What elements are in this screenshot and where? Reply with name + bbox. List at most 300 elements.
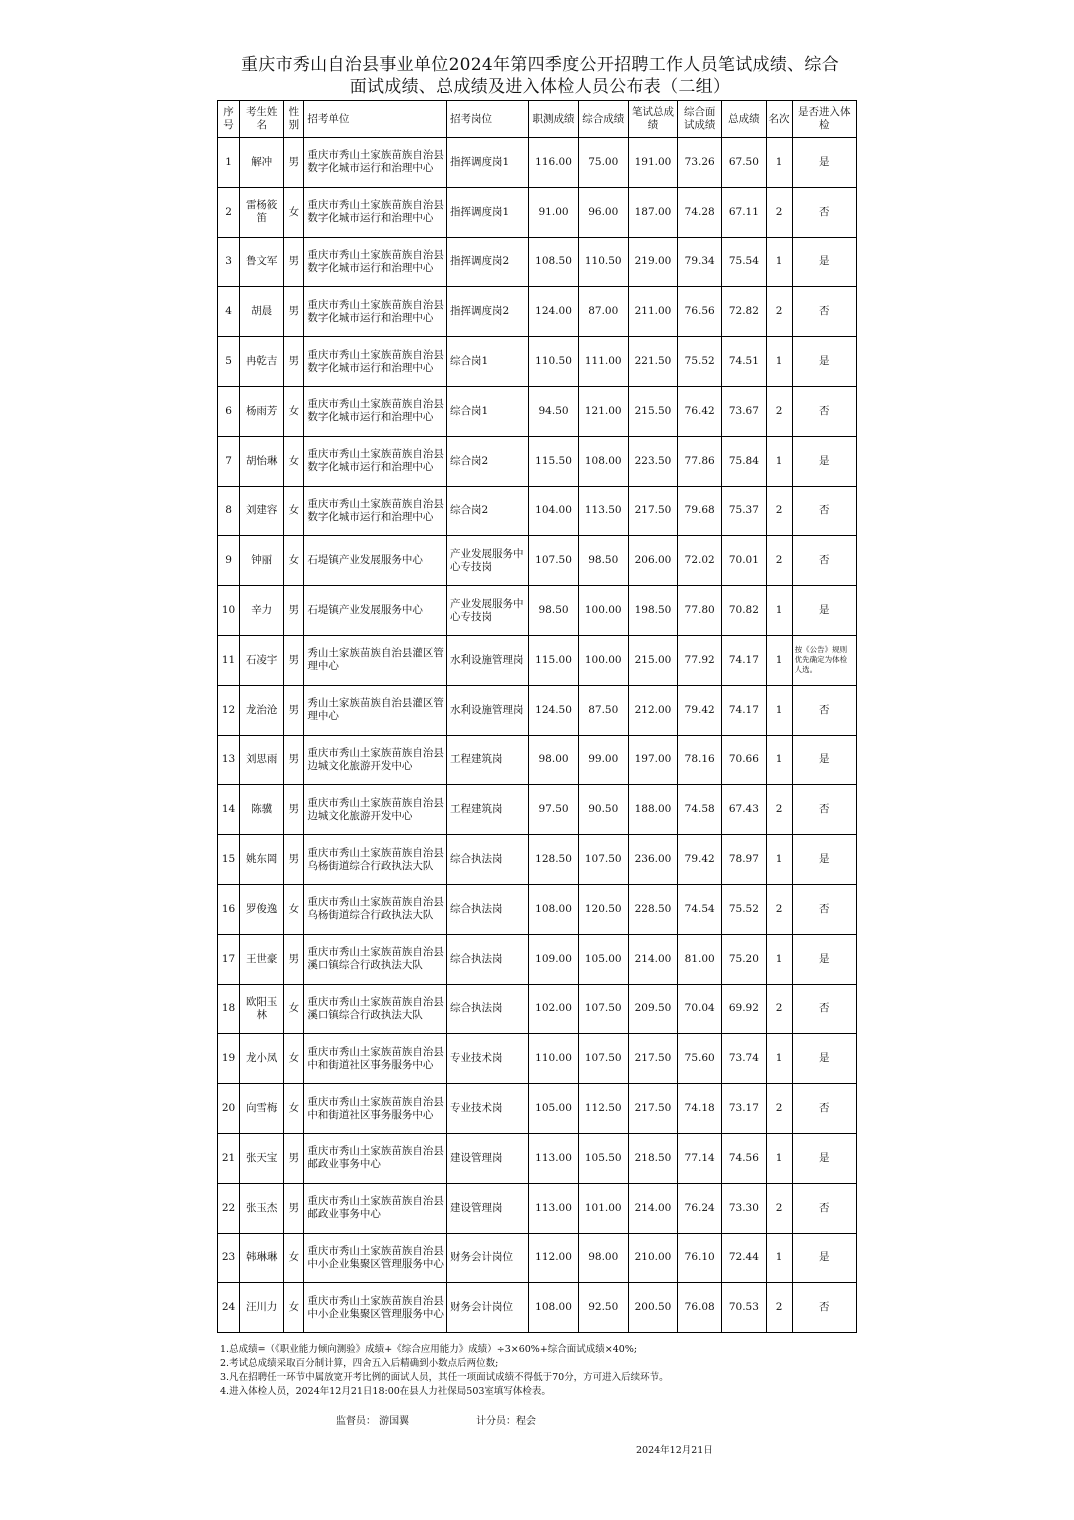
table-cell: 70.53: [722, 1283, 766, 1333]
table-cell: 100.00: [578, 586, 628, 636]
table-row: [218, 187, 857, 237]
table-row: [218, 1283, 857, 1333]
table-cell: 187.00: [628, 187, 677, 237]
table-cell: 1: [766, 1233, 792, 1283]
header-cell: 招考岗位: [447, 101, 529, 138]
table-cell: 217.50: [628, 486, 677, 536]
table-cell: 124.00: [529, 287, 578, 337]
table-cell: 张天宝: [240, 1133, 284, 1183]
header-cell: 综合成绩: [578, 101, 628, 138]
footnote: 3.凡在招聘任一环节中属放宽开考比例的面试人员，其任一项面试成绩不得低于70分，方可进入后续环节。: [220, 1372, 669, 1383]
table-cell: 产业发展服务中心专技岗: [447, 536, 529, 586]
table-cell: 水利设施管理岗: [447, 685, 529, 735]
table-cell: 重庆市秀山土家族苗族自治县乌杨街道综合行政执法大队: [304, 835, 447, 885]
table-cell: 罗俊逸: [240, 884, 284, 934]
table-row: [218, 486, 857, 536]
title-line-1: 重庆市秀山自治县事业单位2024年第四季度公开招聘工作人员笔试成绩、综合: [240, 55, 840, 75]
table-cell: 重庆市秀山土家族苗族自治县中和街道社区事务服务中心: [304, 1084, 447, 1134]
table-cell: 10: [218, 586, 240, 636]
table-cell: 108.00: [578, 436, 628, 486]
table-cell: 188.00: [628, 785, 677, 835]
table-cell: 100.00: [578, 635, 628, 685]
table-cell: 否: [792, 1283, 856, 1333]
table-cell: 4: [218, 287, 240, 337]
results-table: [217, 100, 857, 1333]
table-row: [218, 138, 857, 188]
footnote: 1.总成绩=（《职业能力倾向测验》成绩+《综合应用能力》成绩）÷3×60%+综合面试成绩×40%;: [220, 1344, 638, 1355]
header-cell: 笔试总成绩: [628, 101, 677, 138]
table-cell: 工程建筑岗: [447, 735, 529, 785]
table-cell: 76.24: [678, 1183, 722, 1233]
table-cell: 12: [218, 685, 240, 735]
table-cell: 105.00: [529, 1084, 578, 1134]
table-cell: 重庆市秀山土家族苗族自治县溪口镇综合行政执法大队: [304, 984, 447, 1034]
table-cell: 重庆市秀山土家族苗族自治县数字化城市运行和治理中心: [304, 138, 447, 188]
table-cell: 否: [792, 1084, 856, 1134]
table-cell: 是: [792, 1034, 856, 1084]
table-cell: 男: [284, 138, 304, 188]
table-cell: 113.00: [529, 1183, 578, 1233]
table-row: [218, 685, 857, 735]
table-cell: 石凌宇: [240, 635, 284, 685]
table-cell: 215.00: [628, 635, 677, 685]
table-cell: 128.50: [529, 835, 578, 885]
table-cell: 刘思雨: [240, 735, 284, 785]
table-cell: 217.50: [628, 1034, 677, 1084]
table-cell: 98.00: [578, 1233, 628, 1283]
table-cell: 财务会计岗位: [447, 1233, 529, 1283]
table-cell: 94.50: [529, 386, 578, 436]
table-cell: 2: [766, 486, 792, 536]
table-row: [218, 237, 857, 287]
table-cell: 113.50: [578, 486, 628, 536]
table-cell: 6: [218, 386, 240, 436]
table-cell: 女: [284, 536, 304, 586]
table-cell: 77.92: [678, 635, 722, 685]
table-row: [218, 635, 857, 685]
table-cell: 198.50: [628, 586, 677, 636]
table-cell: 72.44: [722, 1233, 766, 1283]
table-cell: 2: [766, 984, 792, 1034]
table-cell: 116.00: [529, 138, 578, 188]
table-cell: 74.51: [722, 337, 766, 387]
table-cell: 98.50: [529, 586, 578, 636]
table-cell: 2: [766, 785, 792, 835]
table-cell: 76.56: [678, 287, 722, 337]
table-cell: 否: [792, 1183, 856, 1233]
header-row: [218, 101, 857, 138]
table-cell: 专业技术岗: [447, 1084, 529, 1134]
table-cell: 110.50: [529, 337, 578, 387]
table-cell: 否: [792, 785, 856, 835]
table-cell: 2: [766, 536, 792, 586]
table-cell: 219.00: [628, 237, 677, 287]
table-cell: 解冲: [240, 138, 284, 188]
table-cell: 男: [284, 835, 304, 885]
table-cell: 综合执法岗: [447, 934, 529, 984]
table-cell: 101.00: [578, 1183, 628, 1233]
table-cell: 70.01: [722, 536, 766, 586]
table-cell: 2: [218, 187, 240, 237]
table-cell: 223.50: [628, 436, 677, 486]
header-cell: 总成绩: [722, 101, 766, 138]
table-cell: 石堤镇产业发展服务中心: [304, 536, 447, 586]
table-cell: 辛力: [240, 586, 284, 636]
table-cell: 19: [218, 1034, 240, 1084]
table-cell: 1: [766, 436, 792, 486]
table-cell: 23: [218, 1233, 240, 1283]
table-cell: 76.08: [678, 1283, 722, 1333]
table-cell: 否: [792, 386, 856, 436]
header-cell: 序号: [218, 101, 240, 138]
table-cell: 龙小凤: [240, 1034, 284, 1084]
table-cell: 指挥调度岗1: [447, 138, 529, 188]
table-cell: 81.00: [678, 934, 722, 984]
table-cell: 综合执法岗: [447, 984, 529, 1034]
table-cell: 120.50: [578, 884, 628, 934]
header-cell: 考生姓名: [240, 101, 284, 138]
table-cell: 否: [792, 984, 856, 1034]
table-cell: 13: [218, 735, 240, 785]
table-cell: 98.50: [578, 536, 628, 586]
table-row: [218, 1034, 857, 1084]
table-cell: 90.50: [578, 785, 628, 835]
table-cell: 秀山土家族苗族自治县灌区管理中心: [304, 635, 447, 685]
table-cell: 1: [766, 337, 792, 387]
table-cell: 1: [766, 685, 792, 735]
table-cell: 男: [284, 1183, 304, 1233]
table-cell: 14: [218, 785, 240, 835]
table-cell: 73.30: [722, 1183, 766, 1233]
document-title: [200, 54, 880, 98]
table-cell: 综合岗1: [447, 386, 529, 436]
table-cell: 72.02: [678, 536, 722, 586]
table-cell: 重庆市秀山土家族苗族自治县数字化城市运行和治理中心: [304, 436, 447, 486]
table-cell: 1: [218, 138, 240, 188]
table-cell: 2: [766, 1183, 792, 1233]
table-cell: 8: [218, 486, 240, 536]
table-cell: 110.50: [578, 237, 628, 287]
table-row: [218, 1084, 857, 1134]
table-cell: 70.66: [722, 735, 766, 785]
table-cell: 1: [766, 835, 792, 885]
table-cell: 是: [792, 835, 856, 885]
table-cell: 龙治沧: [240, 685, 284, 735]
table-cell: 87.00: [578, 287, 628, 337]
table-cell: 2: [766, 187, 792, 237]
table-cell: 75.54: [722, 237, 766, 287]
table-cell: 建设管理岗: [447, 1183, 529, 1233]
table-cell: 男: [284, 337, 304, 387]
table-cell: 107.50: [578, 1034, 628, 1084]
table-cell: 70.82: [722, 586, 766, 636]
table-cell: 重庆市秀山土家族苗族自治县邮政业事务中心: [304, 1133, 447, 1183]
table-cell: 69.92: [722, 984, 766, 1034]
table-cell: 7: [218, 436, 240, 486]
table-cell: 108.50: [529, 237, 578, 287]
table-cell: 是: [792, 934, 856, 984]
table-cell: 76.10: [678, 1233, 722, 1283]
table-cell: 否: [792, 536, 856, 586]
header-cell: 招考单位: [304, 101, 447, 138]
table-cell: 124.50: [529, 685, 578, 735]
table-cell: 109.00: [529, 934, 578, 984]
table-cell: 67.50: [722, 138, 766, 188]
table-cell: 否: [792, 884, 856, 934]
table-cell: 115.50: [529, 436, 578, 486]
table-cell: 女: [284, 1084, 304, 1134]
table-cell: 74.18: [678, 1084, 722, 1134]
table-cell: 水利设施管理岗: [447, 635, 529, 685]
table-cell: 王世豪: [240, 934, 284, 984]
table-cell: 112.50: [578, 1084, 628, 1134]
table-cell: 雷杨筱笛: [240, 187, 284, 237]
table-cell: 男: [284, 934, 304, 984]
table-cell: 215.50: [628, 386, 677, 436]
table-cell: 女: [284, 1233, 304, 1283]
table-cell: 74.17: [722, 685, 766, 735]
table-cell: 218.50: [628, 1133, 677, 1183]
table-cell: 112.00: [529, 1233, 578, 1283]
table-cell: 75.37: [722, 486, 766, 536]
table-cell: 11: [218, 635, 240, 685]
footnote: 4.进入体检人员，2024年12月21日18:00在县人力社保局503室填写体检表。: [220, 1386, 551, 1397]
table-cell: 否: [792, 187, 856, 237]
table-row: [218, 1133, 857, 1183]
table-cell: 欧阳玉林: [240, 984, 284, 1034]
table-cell: 78.16: [678, 735, 722, 785]
table-cell: 2: [766, 1283, 792, 1333]
table-cell: 3: [218, 237, 240, 287]
table-cell: 男: [284, 685, 304, 735]
table-cell: 重庆市秀山土家族苗族自治县数字化城市运行和治理中心: [304, 287, 447, 337]
table-cell: 女: [284, 884, 304, 934]
table-cell: 重庆市秀山土家族苗族自治县边城文化旅游开发中心: [304, 735, 447, 785]
table-cell: 210.00: [628, 1233, 677, 1283]
scorer-signature: 计分员：程会: [476, 1416, 536, 1427]
table-cell: 男: [284, 586, 304, 636]
table-cell: 67.11: [722, 187, 766, 237]
table-cell: 石堤镇产业发展服务中心: [304, 586, 447, 636]
table-cell: 陈骥: [240, 785, 284, 835]
table-cell: 236.00: [628, 835, 677, 885]
table-cell: 向雪梅: [240, 1084, 284, 1134]
table-cell: 73.17: [722, 1084, 766, 1134]
table-cell: 刘建容: [240, 486, 284, 536]
table-cell: 15: [218, 835, 240, 885]
table-cell: 重庆市秀山土家族苗族自治县数字化城市运行和治理中心: [304, 237, 447, 287]
table-row: [218, 586, 857, 636]
table-cell: 75.84: [722, 436, 766, 486]
table-cell: 75.60: [678, 1034, 722, 1084]
table-row: [218, 785, 857, 835]
footnotes: [220, 1343, 669, 1399]
table-cell: 1: [766, 237, 792, 287]
table-cell: 重庆市秀山土家族苗族自治县中小企业集聚区管理服务中心: [304, 1283, 447, 1333]
table-cell: 2: [766, 386, 792, 436]
table-cell: 男: [284, 635, 304, 685]
table-cell: 212.00: [628, 685, 677, 735]
table-row: [218, 884, 857, 934]
table-cell: 98.00: [529, 735, 578, 785]
table-cell: 重庆市秀山土家族苗族自治县数字化城市运行和治理中心: [304, 187, 447, 237]
table-cell: 1: [766, 1034, 792, 1084]
table-cell: 是: [792, 237, 856, 287]
table-cell: 79.68: [678, 486, 722, 536]
table-cell: 74.54: [678, 884, 722, 934]
table-row: [218, 536, 857, 586]
title-line-2: 面试成绩、总成绩及进入体检人员公布表（二组）: [349, 77, 731, 97]
table-cell: 2: [766, 287, 792, 337]
table-row: [218, 287, 857, 337]
table-cell: 是: [792, 1233, 856, 1283]
table-cell: 67.43: [722, 785, 766, 835]
table-cell: 77.80: [678, 586, 722, 636]
table-cell: 是: [792, 1133, 856, 1183]
table-cell: 76.42: [678, 386, 722, 436]
header-cell: 名次: [766, 101, 792, 138]
table-cell: 20: [218, 1084, 240, 1134]
table-cell: 73.67: [722, 386, 766, 436]
table-cell: 女: [284, 486, 304, 536]
table-cell: 重庆市秀山土家族苗族自治县数字化城市运行和治理中心: [304, 337, 447, 387]
table-cell: 87.50: [578, 685, 628, 735]
table-cell: 72.82: [722, 287, 766, 337]
table-cell: 1: [766, 1133, 792, 1183]
table-cell: 214.00: [628, 1183, 677, 1233]
table-cell: 1: [766, 735, 792, 785]
table-cell: 75.00: [578, 138, 628, 188]
table-cell: 女: [284, 1034, 304, 1084]
table-cell: 18: [218, 984, 240, 1034]
table-cell: 75.52: [678, 337, 722, 387]
table-cell: 1: [766, 934, 792, 984]
header-cell: 综合面试成绩: [678, 101, 722, 138]
table-cell: 74.58: [678, 785, 722, 835]
table-cell: 女: [284, 187, 304, 237]
table-row: [218, 934, 857, 984]
table-row: [218, 1233, 857, 1283]
table-cell: 指挥调度岗1: [447, 187, 529, 237]
table-row: [218, 1183, 857, 1233]
table-row: [218, 436, 857, 486]
table-cell: 228.50: [628, 884, 677, 934]
table-cell: 指挥调度岗2: [447, 287, 529, 337]
table-cell: 综合执法岗: [447, 884, 529, 934]
header-cell: 是否进入体检: [792, 101, 856, 138]
table-row: [218, 337, 857, 387]
table-cell: 是: [792, 337, 856, 387]
table-cell: 男: [284, 287, 304, 337]
table-cell: 姚东岡: [240, 835, 284, 885]
table-cell: 77.14: [678, 1133, 722, 1183]
footnote: 2.考试总成绩采取百分制计算，四舍五入后精确到小数点后两位数;: [220, 1358, 499, 1369]
table-cell: 冉乾吉: [240, 337, 284, 387]
table-cell: 女: [284, 386, 304, 436]
table-cell: 2: [766, 884, 792, 934]
table-cell: 217.50: [628, 1084, 677, 1134]
table-cell: 24: [218, 1283, 240, 1333]
table-cell: 105.00: [578, 934, 628, 984]
table-cell: 是: [792, 735, 856, 785]
table-cell: 钟丽: [240, 536, 284, 586]
table-cell: 77.86: [678, 436, 722, 486]
table-cell: 74.28: [678, 187, 722, 237]
table-cell: 200.50: [628, 1283, 677, 1333]
table-cell: 汪川力: [240, 1283, 284, 1333]
table-row: [218, 386, 857, 436]
table-cell: 重庆市秀山土家族苗族自治县数字化城市运行和治理中心: [304, 486, 447, 536]
table-cell: 重庆市秀山土家族苗族自治县溪口镇综合行政执法大队: [304, 934, 447, 984]
table-cell: 综合岗2: [447, 486, 529, 536]
table-cell: 2: [766, 1084, 792, 1134]
table-cell: 105.50: [578, 1133, 628, 1183]
table-cell: 综合岗2: [447, 436, 529, 486]
table-cell: 91.00: [529, 187, 578, 237]
header-cell: 性别: [284, 101, 304, 138]
table-cell: 22: [218, 1183, 240, 1233]
table-cell: 财务会计岗位: [447, 1283, 529, 1333]
table-cell: 重庆市秀山土家族苗族自治县边城文化旅游开发中心: [304, 785, 447, 835]
table-cell: 女: [284, 1283, 304, 1333]
table-cell: 秀山土家族苗族自治县灌区管理中心: [304, 685, 447, 735]
table-cell: 96.00: [578, 187, 628, 237]
table-cell: 92.50: [578, 1283, 628, 1333]
table-cell: 21: [218, 1133, 240, 1183]
table-cell: 107.50: [578, 835, 628, 885]
table-cell: 191.00: [628, 138, 677, 188]
table-cell: 17: [218, 934, 240, 984]
table-cell: 按《公告》规则优先确定为体检人选。: [792, 635, 856, 685]
table-cell: 是: [792, 436, 856, 486]
table-cell: 104.00: [529, 486, 578, 536]
supervisor-signature: 监督员： 游国翼: [336, 1416, 410, 1427]
table-cell: 女: [284, 436, 304, 486]
table-cell: 113.00: [529, 1133, 578, 1183]
table-cell: 重庆市秀山土家族苗族自治县乌杨街道综合行政执法大队: [304, 884, 447, 934]
table-cell: 张玉杰: [240, 1183, 284, 1233]
table-cell: 108.00: [529, 1283, 578, 1333]
table-cell: 75.20: [722, 934, 766, 984]
table-cell: 74.17: [722, 635, 766, 685]
table-row: [218, 835, 857, 885]
table-cell: 108.00: [529, 884, 578, 934]
table-cell: 胡晨: [240, 287, 284, 337]
table-cell: 78.97: [722, 835, 766, 885]
table-cell: 121.00: [578, 386, 628, 436]
table-cell: 是: [792, 586, 856, 636]
table-cell: 1: [766, 138, 792, 188]
table-cell: 197.00: [628, 735, 677, 785]
table-cell: 97.50: [529, 785, 578, 835]
table-cell: 107.50: [578, 984, 628, 1034]
table-cell: 214.00: [628, 934, 677, 984]
table-cell: 专业技术岗: [447, 1034, 529, 1084]
table-cell: 70.04: [678, 984, 722, 1034]
table-cell: 女: [284, 984, 304, 1034]
table-cell: 5: [218, 337, 240, 387]
table-cell: 重庆市秀山土家族苗族自治县中和街道社区事务服务中心: [304, 1034, 447, 1084]
table-cell: 206.00: [628, 536, 677, 586]
table-cell: 9: [218, 536, 240, 586]
table-cell: 鲁文军: [240, 237, 284, 287]
table-cell: 产业发展服务中心专技岗: [447, 586, 529, 636]
table-cell: 工程建筑岗: [447, 785, 529, 835]
table-cell: 209.50: [628, 984, 677, 1034]
table-cell: 杨雨芳: [240, 386, 284, 436]
header-cell: 职测成绩: [529, 101, 578, 138]
table-cell: 指挥调度岗2: [447, 237, 529, 287]
